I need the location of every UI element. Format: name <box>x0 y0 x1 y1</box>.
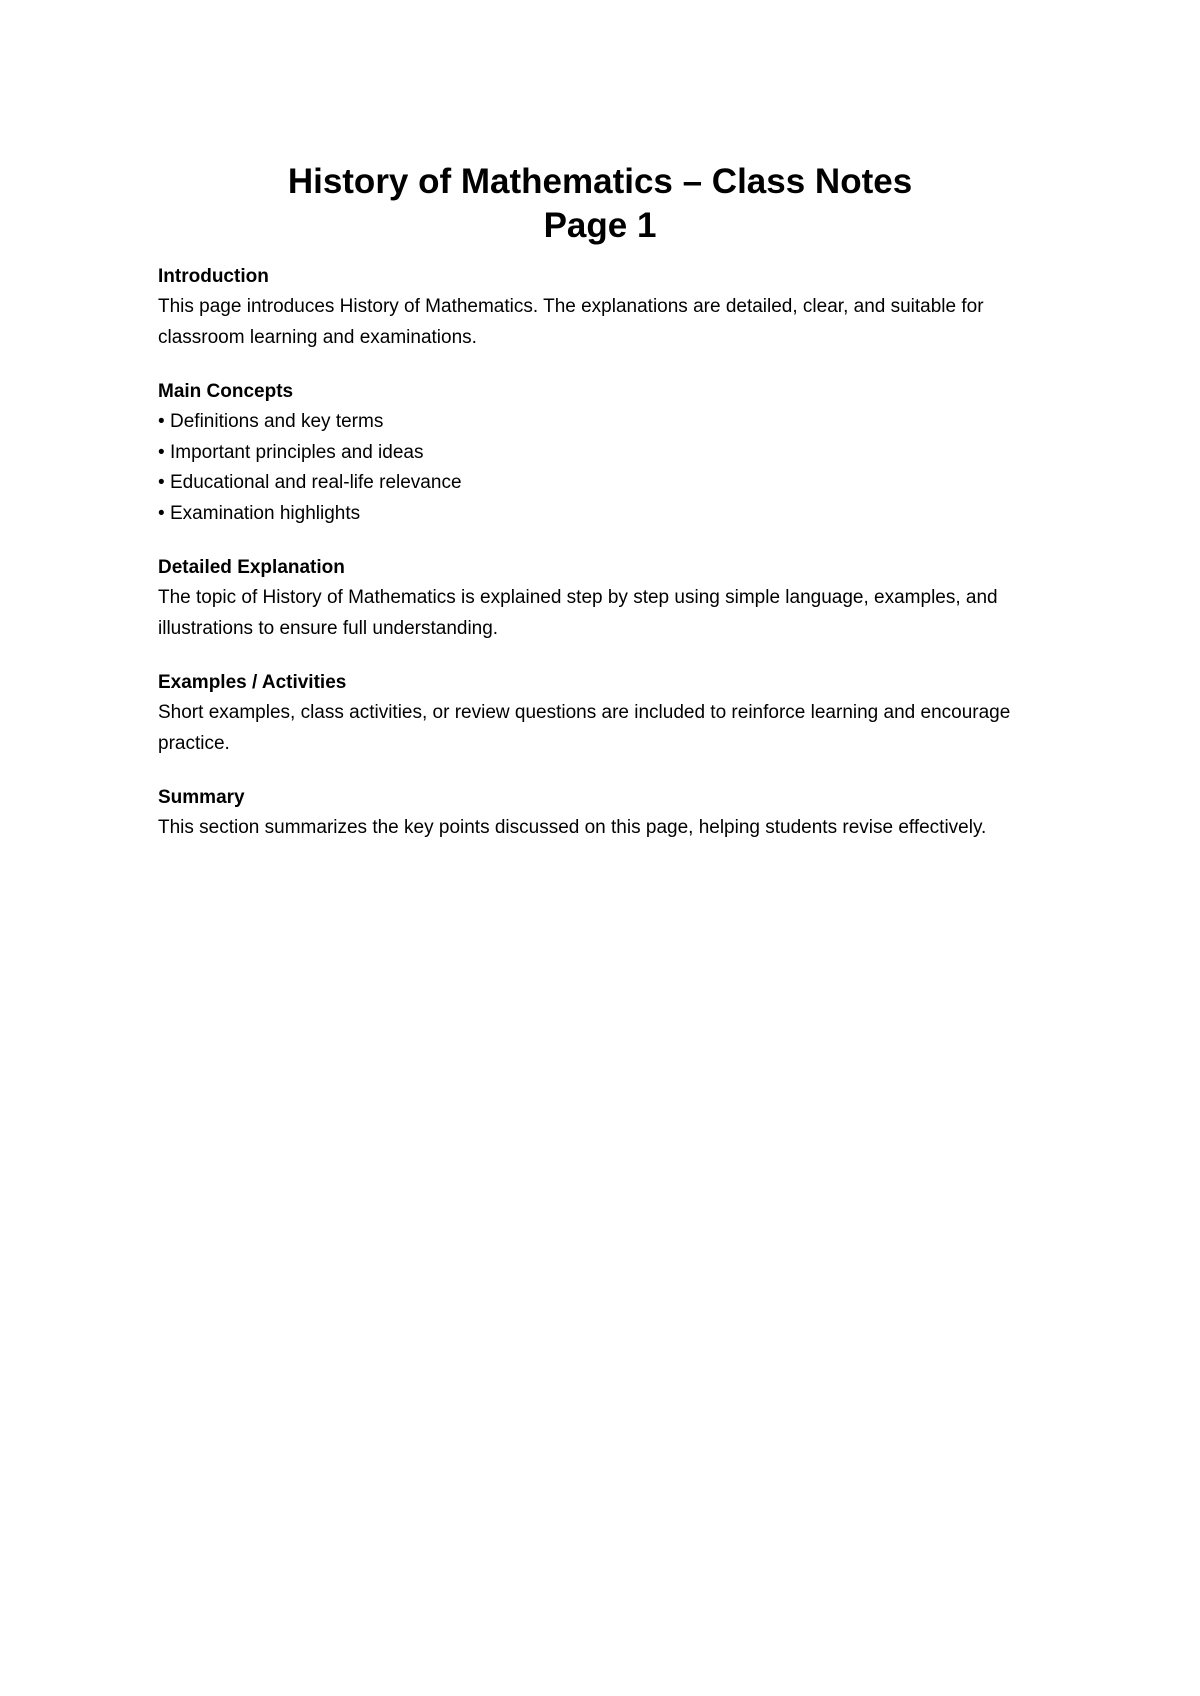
section-heading: Introduction <box>158 266 269 287</box>
section-summary <box>158 783 1058 844</box>
section-text: Short examples, class activities, or review questions are included to reinforce learning and encourage practice. <box>158 702 1011 754</box>
section-heading: Detailed Explanation <box>158 557 345 578</box>
section-detailed-explanation <box>158 553 1058 644</box>
section-text: This section summarizes the key points discussed on this page, helping students revise effectively. <box>158 817 987 838</box>
list-item <box>158 407 1058 438</box>
list-item <box>158 499 1058 530</box>
page-label: Page 1 <box>543 206 657 245</box>
section-heading: Examples / Activities <box>158 672 347 693</box>
bullet-icon: • <box>158 472 165 493</box>
bullet-icon: • <box>158 411 165 432</box>
section-main-concepts <box>158 377 1058 529</box>
document-title: History of Mathematics – Class Notes <box>287 162 913 201</box>
list-item-text: Examination highlights <box>170 502 361 524</box>
list-item-text: Definitions and key terms <box>170 411 384 432</box>
concepts-list <box>158 407 1058 529</box>
section-text: This page introduces History of Mathematics. The explanations are detailed, clear, and suitable for classroom learning and examinations. <box>158 296 984 348</box>
section-text: The topic of History of Mathematics is explained step by step using simple language, examples, and illustrations to ensure full understanding. <box>158 587 998 639</box>
list-item-text: Important principles and ideas <box>170 441 424 463</box>
list-item-text: Educational and real-life relevance <box>170 472 462 493</box>
section-introduction <box>158 262 1058 353</box>
section-heading: Summary <box>158 787 245 808</box>
list-item <box>158 438 1058 469</box>
section-heading: Main Concepts <box>158 381 294 402</box>
list-item <box>158 468 1058 499</box>
page-content <box>158 160 1058 844</box>
section-examples-activities <box>158 668 1058 759</box>
title-block <box>158 160 1042 248</box>
bullet-icon: • <box>158 441 165 463</box>
bullet-icon: • <box>158 502 165 524</box>
